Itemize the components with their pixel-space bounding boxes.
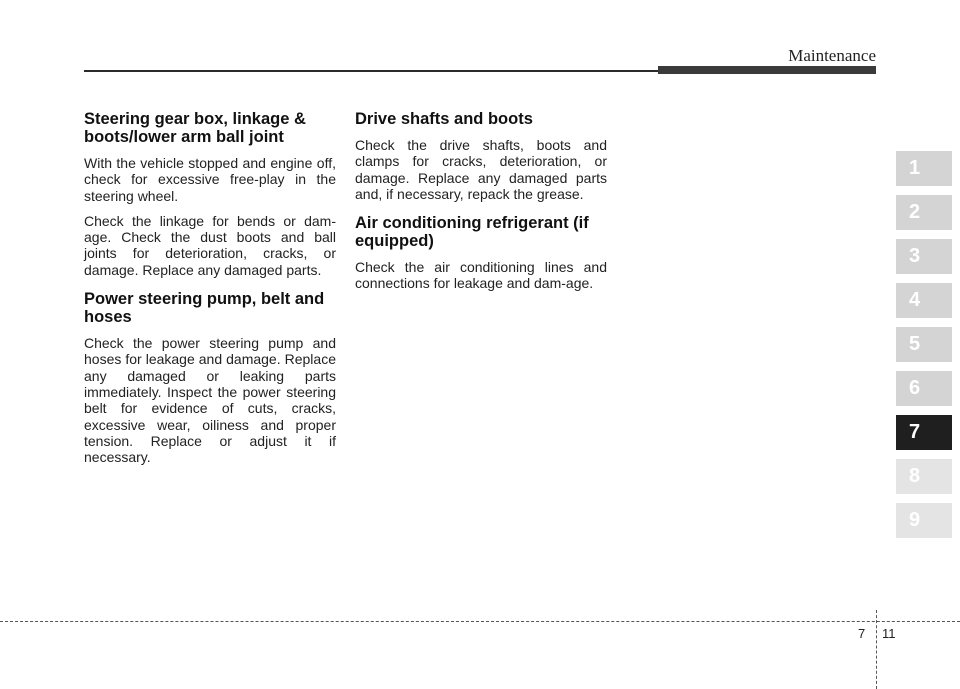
section-paragraph: Check the linkage for bends or dam-age. Check the dust boots and ball joints for deterioration, cracks, or damage. Replace any damaged parts. <box>84 212 336 278</box>
footer-rule <box>0 621 960 622</box>
left-column <box>84 110 336 477</box>
right-column <box>355 110 607 304</box>
chapter-tab-6[interactable]: 6 <box>896 371 952 406</box>
section-air-conditioning <box>355 214 607 292</box>
section-paragraph: Check the power steering pump and hoses for leakage and damage. Replace any damaged or leaking parts immediately. Inspect the power steering belt for evidence of cuts, cracks, excessive wear, oiliness and proper tension. Replace or adjust it if necessary. <box>84 335 336 466</box>
section-heading: Air conditioning refrigerant (if equipped) <box>355 214 589 251</box>
chapter-tab-2[interactable]: 2 <box>896 195 952 230</box>
chapter-tab-5[interactable]: 5 <box>896 327 952 362</box>
header-rule-accent <box>658 66 876 74</box>
footer-page-number: 11 <box>882 626 896 641</box>
chapter-tab-3[interactable]: 3 <box>896 239 952 274</box>
chapter-tab-1[interactable]: 1 <box>896 151 952 186</box>
section-paragraph: With the vehicle stopped and engine off, check for excessive free-play in the steering wheel. <box>84 155 336 204</box>
section-heading: Drive shafts and boots <box>355 110 533 128</box>
chapter-tab-8[interactable]: 8 <box>896 459 952 494</box>
footer-chapter-number: 7 <box>858 626 866 641</box>
section-paragraph: Check the drive shafts, boots and clamps for cracks, deterioration, or damage. Replace any damaged parts and, if necessary, repack the grease. <box>355 137 607 202</box>
section-heading: Power steering pump, belt and hoses <box>84 290 325 327</box>
header-rule <box>84 70 660 72</box>
chapter-tab-4[interactable]: 4 <box>896 283 952 318</box>
chapter-tab-9[interactable]: 9 <box>896 503 952 538</box>
chapter-tab-7[interactable]: 7 <box>896 415 952 450</box>
section-drive-shafts <box>355 110 607 202</box>
section-paragraph: Check the air conditioning lines and connections for leakage and dam-age. <box>355 259 607 292</box>
chapter-tabs <box>896 151 952 547</box>
section-heading: Steering gear box, linkage & boots/lower arm ball joint <box>84 110 306 146</box>
section-steering-gear <box>84 110 336 278</box>
footer-divider <box>876 610 877 689</box>
section-power-steering <box>84 290 336 465</box>
page-header-title: Maintenance <box>788 46 876 65</box>
